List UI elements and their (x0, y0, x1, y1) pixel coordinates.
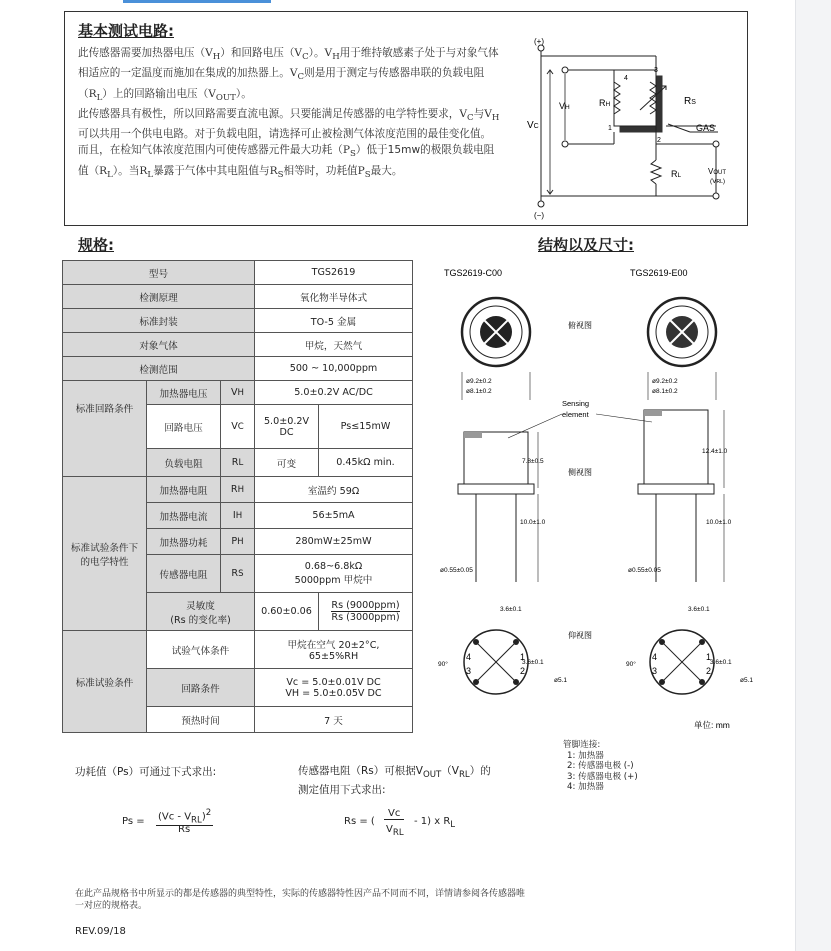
svg-text:(+): (+) (534, 37, 544, 46)
active-tab-indicator (123, 0, 271, 3)
svg-text:ø8.1±0.2: ø8.1±0.2 (466, 388, 492, 395)
svg-text:TGS2619-E00: TGS2619-E00 (630, 268, 688, 278)
svg-text:10.0±1.0: 10.0±1.0 (706, 519, 732, 526)
svg-text:90°: 90° (438, 661, 448, 668)
svg-text:3.6±0.1: 3.6±0.1 (500, 606, 522, 613)
svg-text:1: 1 (520, 652, 526, 662)
table-row: 标准封装 TO-5 金属 (63, 309, 413, 333)
svg-text:RL: RL (671, 169, 682, 179)
table-row: 回路电压 VC 5.0±0.2V DC Ps≤15mW (63, 405, 413, 449)
svg-text:4: 4 (652, 652, 658, 662)
svg-text:3.6±0.1: 3.6±0.1 (688, 606, 710, 613)
table-row: 回路条件 Vc = 5.0±0.01V DC VH = 5.0±0.05V DC (63, 669, 413, 707)
svg-text:ø9.2±0.2: ø9.2±0.2 (652, 378, 678, 385)
table-row: 加热器功耗 PH 280mW±25mW (63, 529, 413, 555)
svg-text:1: 1 (706, 652, 712, 662)
svg-text:RH: RH (599, 98, 611, 108)
resistance-formula-title: 传感器电阻（Rs）可根据$V_{OUT}(V_{RL})$的 测定值用下式求出: (298, 765, 491, 797)
pin-connections: 管脚连接: 1: 加热器 2: 传感器电极 (-) 3: 传感器电极 (+) 4: 加热器 (563, 740, 638, 792)
svg-text:侧视图: 侧视图 (568, 468, 592, 477)
list-item: 3: 传感器电极 (+) (567, 771, 638, 782)
scrollbar-track[interactable] (795, 0, 831, 951)
svg-text:90°: 90° (626, 661, 636, 668)
table-row: 标准试验条件下的电学特性 加热器电阻 RH 室温约 59Ω (63, 477, 413, 503)
svg-text:Sensing: Sensing (562, 399, 590, 408)
table-row: 检测范围 500 ~ 10,000ppm (63, 357, 413, 381)
svg-text:ø8.1±0.2: ø8.1±0.2 (652, 388, 678, 395)
svg-text:ø0.55±0.05: ø0.55±0.05 (440, 567, 473, 574)
table-row: 加热器电流 IH 56±5mA (63, 503, 413, 529)
footer-note: 在此产品规格书中所显示的都是传感器的典型特性，实际的传感器特性因产品不同而不同，详情请参阅各传感器唯一对应的规格表。 (75, 889, 526, 911)
svg-text:(VRL): (VRL) (710, 178, 726, 185)
svg-text:2: 2 (706, 666, 712, 676)
table-row: 标准试验条件 试验气体条件 甲烷在空气 20±2°C, 65±5%RH (63, 631, 413, 669)
revision-label: REV.09/18 (75, 926, 126, 937)
svg-text:VOUT: VOUT (708, 167, 727, 176)
svg-text:俯视图: 俯视图 (568, 321, 592, 330)
svg-text:(−): (−) (534, 211, 544, 220)
spec-table (62, 260, 413, 733)
table-row: 检测原理 氧化物半导体式 (63, 285, 413, 309)
table-row: 预热时间 7 天 (63, 707, 413, 733)
svg-text:7.8±0.5: 7.8±0.5 (522, 458, 544, 465)
svg-text:10.0±1.0: 10.0±1.0 (520, 519, 546, 526)
svg-text:4: 4 (624, 75, 628, 82)
svg-text:VC: VC (527, 120, 539, 131)
table-row: 标准回路条件 加热器电压 VH 5.0±0.2V AC/DC (63, 381, 413, 405)
list-item: 4: 加热器 (567, 782, 604, 792)
datasheet-page: 基本测试电路: 此传感器需要加热器电压$(V_H)$和回路电压$(V_C)$。$V_H$用于维持敏感素子处于与对象气体相适应的一定温度而施加在集成的加热器上。$V_C$则是用于测定与传感器串联的负载电阻$(R_L)$上的回路输出电压$(V_{OUT})$。 此传感器具有极性，所以回路需要直流电源。只要能满足传感器的电学特性要求，$V_C$与$V_H$可以共用一个供电电路。对于负载电阻，请选择可止被检测气体浓度范围的最佳变化值。而且，在检知气体浓度范围内可使传感器元件最大功耗$(P_S)$低于15mw的极限负载电阻值$(R_L)$。当$R_L$暴露于气体中其电阻值与$R_S$相等时，功耗值$P_S$最大。 (+) (−) VC VH RH RS GAS RL VOUT (VRL) 4 3 1 2 规格: 结构以及尺寸: 型号 TGS2619 检测原理 氧化物半导体式 标准封装 TO-5 金属 对象气体 甲烷，天然气 检测范围 500 ~ 10,000ppm 标准回路条件 加热器电压 VH 5.0±0.2V AC/DC 回路电压 VC 5.0±0.2V DC Ps≤15mW 负载电阻 RL 可变 0.45kΩ min. 标准试验条件下的电学特性 加热器电阻 RH 室温约 59Ω 加热器电流 IH 56±5mA 加热器功耗 PH 280mW±25mW 传感器电阻 RS 0.68~6.8kΩ 5000ppm 甲烷中 灵敏度 (Rs 的变化率) 0.60±0.06 Rs (9000ppm) Rs (3000ppm) 标准试验条件 试验气体条件 甲烷在空气 20±2°C, 65±5%RH 回路条件 Vc = 5.0±0.01V DC VH = 5.0±0.05V DC 预热时间 7 天 TGS2619-C00 TGS2619-E00 俯视图 ø9.2±0.2 ø8.1±0.2 ø9.2±0.2 ø8.1±0.2 Sensing element 侧视图 7.8±0.5 12.4±1.0 10.0±1.0 10.0±1.0 ø0.55±0.05 ø0.55±0.05 3.6±0.1 3.6±0.1 4 1 3 2 4 1 3 2 90° 90° 3.6±0.1 3.6±0.1 ø5.1 ø5.1 仰视图 单位: mm 管脚连接: 1: 加热器 2: 传感器电极 (-) 3: 传感器电极 (+) 4: 加热器 功耗值（Ps）可通过下式求出: 传感器电阻（Rs）可根据$V_{OUT}(V_{RL})$的 测定值用下式求出: Ps = $(Vc - V_{RL})^2$ Rs Rs = ( Vc $V_{RL}$ - 1) x $R_L$ 在此产品规格书中所显示的都是传感器的典型特性，实际的传感器特性因产品不同而不同，详情请参阅各传感器唯一对应的规格表。 REV.09/18 (0, 0, 795, 951)
svg-text:ø5.1: ø5.1 (740, 677, 754, 684)
table-row: 负载电阻 RL 可变 0.45kΩ min. (63, 449, 413, 477)
svg-text:ø5.1: ø5.1 (554, 677, 568, 684)
svg-text:TGS2619-C00: TGS2619-C00 (444, 268, 503, 278)
list-item: 1: 加热器 (567, 750, 604, 761)
table-row: 灵敏度 (Rs 的变化率) 0.60±0.06 Rs (9000ppm) Rs (3000ppm) (63, 593, 413, 631)
circuit-description: 此传感器需要加热器电压$(V_H)$和回路电压$(V_C)$。$V_H$用于维持敏感素子处于与对象气体相适应的一定温度而施加在集成的加热器上。$V_C$则是用于测定与传感器串联的负载电阻$(R_L)$上的回路输出电压$(V_{OUT})$。 此传感器具有极性，所以回路需要直流电源。只要能满足传感器的电学特性要求，$V_C$与$V_H$可以共用一个供电电路。对于负载电阻，请选择可止被检测气体浓度范围的最佳变化值。而且，在检知气体浓度范围内可使传感器元件最大功耗$(P_S)$低于15mw的极限负载电阻值$(R_L)$。当$R_L$暴露于气体中其电阻值与$R_S$相等时，功耗值$P_S$最大。 (78, 47, 500, 180)
svg-text:1: 1 (608, 125, 612, 132)
svg-text:单位: mm: 单位: mm (694, 720, 730, 730)
svg-text:GAS: GAS (696, 123, 716, 133)
spec-title: 规格: (78, 236, 114, 254)
svg-text:3: 3 (466, 666, 472, 676)
svg-text:4: 4 (466, 652, 472, 662)
svg-text:ø0.55±0.05: ø0.55±0.05 (628, 567, 661, 574)
svg-text:2: 2 (520, 666, 526, 676)
svg-text:element: element (562, 410, 589, 419)
power-formula-title: 功耗值（Ps）可通过下式求出: (75, 766, 217, 778)
structure-title: 结构以及尺寸: (538, 236, 634, 254)
svg-text:3: 3 (654, 67, 658, 74)
circuit-title: 基本测试电路: (78, 22, 174, 40)
svg-text:RS: RS (684, 96, 696, 107)
svg-text:ø9.2±0.2: ø9.2±0.2 (466, 378, 492, 385)
svg-text:仰视图: 仰视图 (568, 631, 592, 640)
svg-text:3.6±0.1: 3.6±0.1 (710, 659, 732, 666)
svg-text:3: 3 (652, 666, 658, 676)
svg-text:VH: VH (559, 101, 570, 111)
table-row: 型号 TGS2619 (63, 261, 413, 285)
structure-drawings (432, 262, 790, 732)
svg-text:2: 2 (657, 137, 661, 144)
list-item: 2: 传感器电极 (-) (567, 761, 634, 771)
svg-text:3.6±0.1: 3.6±0.1 (522, 659, 544, 666)
table-row: 传感器电阻 RS 0.68~6.8kΩ 5000ppm 甲烷中 (63, 555, 413, 593)
svg-text:12.4±1.0: 12.4±1.0 (702, 448, 728, 455)
table-row: 对象气体 甲烷，天然气 (63, 333, 413, 357)
circuit-diagram (520, 34, 740, 220)
